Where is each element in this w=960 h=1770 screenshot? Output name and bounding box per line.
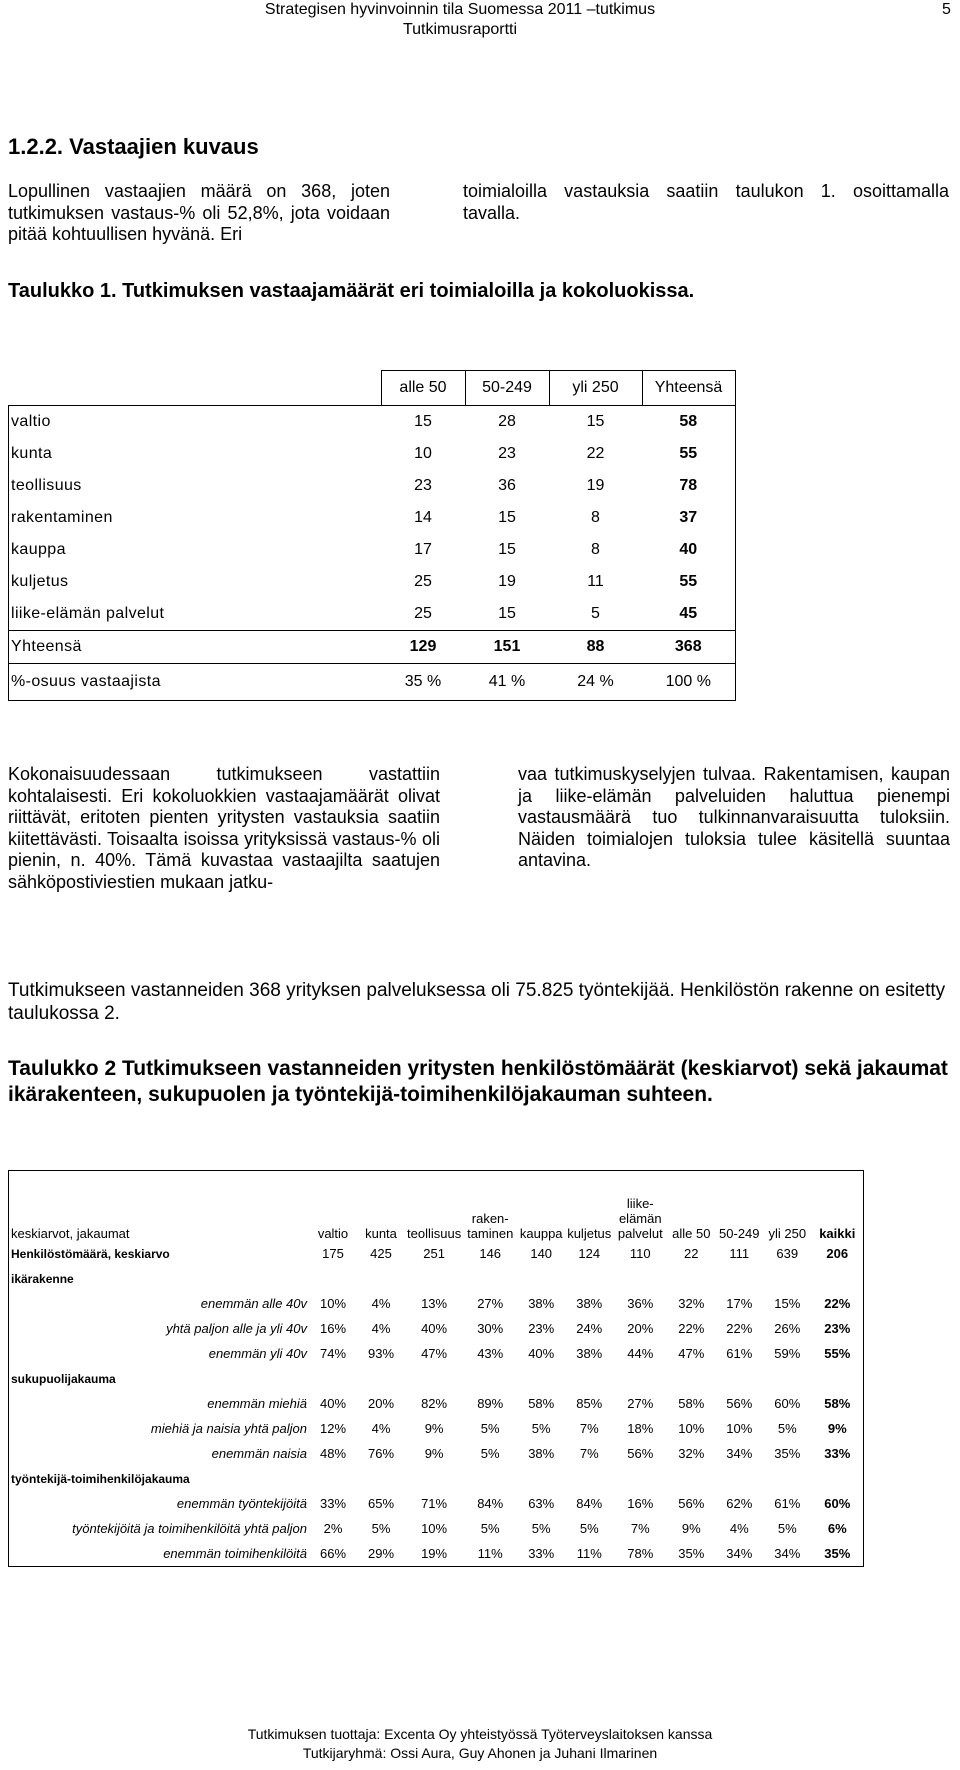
table-cell: 7% <box>579 1446 599 1461</box>
table-cell: 14 <box>414 509 432 526</box>
table1-header-cell: yli 250 <box>549 371 642 406</box>
section-title: 1.2.2. Vastaajien kuvaus <box>8 134 259 159</box>
table-cell: 60% <box>774 1396 801 1411</box>
table-cell: 89% <box>477 1396 504 1411</box>
table-cell: 5 <box>591 605 600 622</box>
empty-cell <box>715 1366 763 1391</box>
body-full-text: Tutkimukseen vastanneiden 368 yrityksen palveluksessa oli 75.825 työntekijää. Henkilöstön rakenne on esitetty taulukossa 2. <box>8 980 946 1024</box>
table-cell: 26% <box>774 1321 801 1336</box>
row-label: kuljetus <box>9 566 382 598</box>
table1-total-row <box>9 631 736 664</box>
table-cell: 10% <box>319 1296 347 1311</box>
table-cell: 33% <box>824 1446 851 1461</box>
row-label: Yhteensä <box>9 631 382 664</box>
empty-cell <box>811 1266 864 1291</box>
table-cell: 15 <box>549 406 642 439</box>
table-row <box>9 438 736 470</box>
table-cell: 7% <box>630 1521 650 1536</box>
section-header-row <box>9 1266 864 1291</box>
table-cell: 4% <box>371 1296 391 1311</box>
table-cell: 84% <box>477 1496 504 1511</box>
table-cell: 32% <box>678 1446 705 1461</box>
table-cell: 8 <box>591 541 600 558</box>
table-cell: 22% <box>678 1321 705 1336</box>
row-label: %-osuus vastaajista <box>9 664 382 701</box>
table-cell: 5% <box>480 1421 500 1436</box>
table-cell: 10% <box>678 1421 705 1436</box>
table-row <box>9 1241 864 1266</box>
intro-right-column <box>463 181 949 224</box>
empty-cell <box>357 1366 405 1391</box>
table-cell: 38% <box>528 1446 555 1461</box>
table-cell: 34% <box>726 1446 753 1461</box>
table-row <box>9 1341 864 1366</box>
table2-header-cell: kunta <box>365 1226 397 1241</box>
empty-cell <box>811 1366 864 1391</box>
table-cell: 10% <box>726 1421 753 1436</box>
table-cell: 35 % <box>381 664 465 701</box>
table-cell: 368 <box>642 631 735 664</box>
body-left-column <box>8 764 440 893</box>
table-cell: 9% <box>827 1421 847 1436</box>
empty-cell <box>357 1266 405 1291</box>
table2-header-cell: kaikki <box>819 1226 856 1241</box>
table-cell: 4% <box>371 1421 391 1436</box>
table-cell: 25 <box>414 573 432 590</box>
table-cell: 44% <box>627 1346 654 1361</box>
table1-header-cell: 50-249 <box>465 371 549 406</box>
table-cell: 22 <box>684 1246 699 1261</box>
table2-corner: keskiarvot, jakaumat <box>11 1226 130 1241</box>
section-title: ikärakenne <box>11 1271 74 1286</box>
table2-header-cell: kuljetus <box>567 1226 612 1241</box>
table-row <box>9 1316 864 1341</box>
table-cell: 425 <box>370 1246 392 1261</box>
body-left-text: Kokonaisuudessaan tutkimukseen vastattiin kohtalaisesti. Eri kokoluokkien vastaajamäärät olivat riittävät, eritoten pienten yritysten vastauksia saatiin kiitettävästi. Toisaalta isoissa yrityksissä vastaus-% oli pienin, n. 40%. Tämä kuvastaa vastaajilta saatujen sähköpostiviestien mukaan jatku- <box>8 764 440 892</box>
table1 <box>8 370 736 701</box>
empty-cell <box>405 1266 463 1291</box>
table-cell: 47% <box>678 1346 705 1361</box>
empty-cell <box>517 1466 565 1491</box>
table-cell: 35% <box>774 1446 801 1461</box>
empty-cell <box>763 1466 811 1491</box>
table-cell: 16% <box>627 1496 654 1511</box>
table-cell: 34% <box>726 1546 753 1561</box>
table-cell: 9% <box>424 1446 444 1461</box>
table-cell: 56% <box>678 1496 705 1511</box>
empty-cell <box>357 1466 405 1491</box>
table-cell: 129 <box>381 631 465 664</box>
table-cell: 41 % <box>465 664 549 701</box>
empty-cell <box>613 1366 667 1391</box>
table-cell: 19% <box>421 1546 448 1561</box>
table-cell: 8 <box>591 509 600 526</box>
table-cell: 111 <box>729 1246 750 1261</box>
table-cell: 18% <box>627 1421 654 1436</box>
row-label: enemmän alle 40v <box>200 1296 307 1311</box>
row-label: Henkilöstömäärä, keskiarvo <box>11 1246 170 1261</box>
table-row <box>9 406 736 439</box>
table-cell: 23 <box>414 477 432 494</box>
table-cell: 40 <box>642 534 735 566</box>
table2-header-cell: yli 250 <box>768 1226 807 1241</box>
empty-cell <box>667 1266 715 1291</box>
table-cell: 36 <box>498 477 516 494</box>
table-cell: 61% <box>774 1496 801 1511</box>
table-cell: 58% <box>678 1396 705 1411</box>
table-cell: 2% <box>323 1521 343 1536</box>
table-cell: 43% <box>477 1346 504 1361</box>
table-cell: 124 <box>578 1246 601 1261</box>
table-cell: 206 <box>826 1246 849 1261</box>
table-cell: 38% <box>576 1346 603 1361</box>
table-cell: 62% <box>726 1496 753 1511</box>
table2-header-cell: raken-taminen <box>467 1211 514 1241</box>
table-row <box>9 1516 864 1541</box>
table-cell: 12% <box>319 1421 347 1436</box>
table-cell: 10 <box>414 445 432 462</box>
table-cell: 76% <box>367 1446 395 1461</box>
empty-cell <box>565 1366 613 1391</box>
table-row <box>9 502 736 534</box>
empty-cell <box>667 1466 715 1491</box>
empty-cell <box>667 1366 715 1391</box>
table-cell: 38% <box>576 1296 603 1311</box>
table-row <box>9 1491 864 1516</box>
table2-caption: Taulukko 2 Tutkimukseen vastanneiden yritysten henkilöstömäärät (keskiarvot) sekä jakaumat ikärakenteen, sukupuolen ja työntekijä-toimihenkilöjakauman suhteen. <box>8 1057 948 1106</box>
empty-cell <box>309 1266 357 1291</box>
table-cell: 15% <box>774 1296 801 1311</box>
row-label: enemmän naisia <box>211 1446 307 1461</box>
empty-cell <box>309 1466 357 1491</box>
header-title: Strategisen hyvinvoinnin tila Suomessa 2011 –tutkimus <box>264 1 656 18</box>
row-label: enemmän työntekijöitä <box>176 1496 307 1511</box>
table-row <box>9 598 736 631</box>
table-cell: 40% <box>421 1321 448 1336</box>
empty-cell <box>517 1266 565 1291</box>
table-cell: 140 <box>530 1246 553 1261</box>
row-label: kauppa <box>9 534 382 566</box>
table-cell: 15 <box>498 605 516 622</box>
table-cell: 38% <box>528 1296 555 1311</box>
table-cell: 23% <box>528 1321 555 1336</box>
table2-header-cell: valtio <box>317 1226 349 1241</box>
footer-producer: Tutkimuksen tuottaja: Excenta Oy yhteistyössä Työterveyslaitoksen kanssa <box>247 1726 713 1742</box>
table-cell: 100 % <box>642 664 735 701</box>
table-cell: 151 <box>465 631 549 664</box>
page-number: 5 <box>942 1 951 18</box>
footer <box>200 1725 760 1763</box>
table-cell: 22% <box>824 1296 851 1311</box>
table-row <box>9 1541 864 1567</box>
table-cell: 40% <box>319 1396 347 1411</box>
table-cell: 33% <box>319 1496 347 1511</box>
table-cell: 15 <box>498 541 516 558</box>
table-cell: 34% <box>774 1546 801 1561</box>
table-row <box>9 470 736 502</box>
empty-cell <box>405 1366 463 1391</box>
row-label: enemmän yli 40v <box>208 1346 307 1361</box>
table2-header-cell: alle 50 <box>672 1226 711 1241</box>
table-cell: 36% <box>627 1296 654 1311</box>
table-cell: 639 <box>776 1246 799 1261</box>
intro-left-text: Lopullinen vastaajien määrä on 368, joten tutkimuksen vastaus-% oli 52,8%, jota voidaan pitää kohtuullisen hyvänä. Eri <box>8 181 390 244</box>
table-cell: 10% <box>421 1521 448 1536</box>
table-cell: 5% <box>777 1521 797 1536</box>
row-label: teollisuus <box>9 470 382 502</box>
table-cell: 58% <box>824 1396 851 1411</box>
table-row <box>9 1291 864 1316</box>
table-cell: 15 <box>498 509 516 526</box>
section-title: työntekijä-toimihenkilöjakauma <box>11 1471 190 1486</box>
table-cell: 5% <box>480 1446 500 1461</box>
table-cell: 9% <box>681 1521 701 1536</box>
table-cell: 65% <box>367 1496 395 1511</box>
table2-header-row <box>9 1171 864 1242</box>
table-cell: 78% <box>627 1546 654 1561</box>
empty-cell <box>763 1366 811 1391</box>
empty-cell <box>715 1266 763 1291</box>
table-cell: 56% <box>627 1446 654 1461</box>
table-cell: 59% <box>774 1346 801 1361</box>
table-cell: 22 <box>586 445 605 462</box>
row-label: enemmän miehiä <box>207 1396 307 1411</box>
table-cell: 35% <box>824 1546 851 1561</box>
row-label: työntekijöitä ja toimihenkilöitä yhtä paljon <box>72 1521 307 1536</box>
table-cell: 5% <box>531 1521 551 1536</box>
table-cell: 24 % <box>549 664 642 701</box>
empty-cell <box>565 1266 613 1291</box>
table-cell: 22% <box>726 1321 753 1336</box>
table-cell: 60% <box>824 1496 851 1511</box>
table-cell: 55% <box>824 1346 851 1361</box>
row-label: kunta <box>9 438 382 470</box>
empty-cell <box>613 1466 667 1491</box>
intro-left-column <box>8 181 390 246</box>
table-cell: 20% <box>367 1396 395 1411</box>
intro-right-text: toimialoilla vastauksia saatiin taulukon 1. osoittamalla tavalla. <box>463 181 949 223</box>
table-cell: 56% <box>726 1396 753 1411</box>
table2-header-cell: kauppa <box>519 1226 563 1241</box>
table-cell: 63% <box>528 1496 555 1511</box>
body-right-text: vaa tutkimuskyselyjen tulvaa. Rakentamisen, kaupan ja liike-elämän palveluiden haluttua pienempi vastausmäärä tuo tulkinnanvaraisuutta tuloksiin. Näiden toimialojen tuloksia tulee käsitellä suuntaa antavina. <box>518 764 950 870</box>
table-cell: 88 <box>549 631 642 664</box>
table-cell: 35% <box>678 1546 705 1561</box>
table-cell: 175 <box>322 1246 344 1261</box>
table-cell: 5% <box>371 1521 391 1536</box>
table-row <box>9 1416 864 1441</box>
table-cell: 29% <box>367 1546 395 1561</box>
table-cell: 30% <box>477 1321 504 1336</box>
table-cell: 17% <box>726 1296 753 1311</box>
table-cell: 24% <box>576 1321 603 1336</box>
table1-header-cell: alle 50 <box>381 371 465 406</box>
row-label: valtio <box>9 406 382 439</box>
empty-cell <box>763 1266 811 1291</box>
section-header-row <box>9 1466 864 1491</box>
table-cell: 11% <box>477 1546 503 1561</box>
row-label: miehiä ja naisia yhtä paljon <box>150 1421 307 1436</box>
table-cell: 13% <box>421 1296 448 1311</box>
table-cell: 7% <box>579 1421 599 1436</box>
table-cell: 15 <box>381 406 465 439</box>
empty-cell <box>715 1466 763 1491</box>
empty-cell <box>405 1466 463 1491</box>
header-subtitle: Tutkimusraportti <box>402 21 518 38</box>
row-label: enemmän toimihenkilöitä <box>163 1546 307 1561</box>
table-cell: 27% <box>477 1296 504 1311</box>
table-cell: 61% <box>726 1346 753 1361</box>
table-cell: 45 <box>642 598 735 631</box>
table-cell: 71% <box>421 1496 448 1511</box>
row-label: yhtä paljon alle ja yli 40v <box>166 1321 307 1336</box>
table-cell: 27% <box>627 1396 654 1411</box>
section-header-row <box>9 1366 864 1391</box>
table-cell: 20% <box>627 1321 654 1336</box>
table2-header-cell: teollisuus <box>407 1226 462 1241</box>
footer-team: Tutkijaryhmä: Ossi Aura, Guy Ahonen ja Juhani Ilmarinen <box>302 1745 658 1761</box>
table-cell: 110 <box>629 1246 651 1261</box>
row-label: liike-elämän palvelut <box>9 598 382 631</box>
table-cell: 16% <box>319 1321 347 1336</box>
row-label: rakentaminen <box>9 502 382 534</box>
table-cell: 11% <box>576 1546 602 1561</box>
table-row <box>9 534 736 566</box>
empty-cell <box>463 1466 517 1491</box>
table1-caption: Taulukko 1. Tutkimuksen vastaajamäärät eri toimialoilla ja kokoluokissa. <box>8 280 695 302</box>
empty-cell <box>565 1466 613 1491</box>
table-row <box>9 1441 864 1466</box>
table-cell: 23% <box>824 1321 851 1336</box>
table-cell: 5% <box>777 1421 797 1436</box>
table-cell: 47% <box>421 1346 448 1361</box>
table2-header-cell: liike-elämän palvelut <box>617 1196 663 1241</box>
table-cell: 19 <box>498 573 516 590</box>
empty-cell <box>517 1366 565 1391</box>
running-header <box>200 0 720 40</box>
table1-share-row <box>9 664 736 701</box>
table-cell: 93% <box>367 1346 395 1361</box>
table-cell: 17 <box>414 541 432 558</box>
table-cell: 5% <box>531 1421 551 1436</box>
empty-cell <box>463 1366 517 1391</box>
table-cell: 11 <box>587 573 604 590</box>
table-cell: 6% <box>827 1521 847 1536</box>
table-cell: 37 <box>642 502 735 534</box>
table-cell: 28 <box>465 406 549 439</box>
table-cell: 82% <box>421 1396 448 1411</box>
table1-header-row <box>9 371 736 406</box>
table-cell: 32% <box>678 1296 705 1311</box>
table2 <box>8 1170 864 1567</box>
table-cell: 40% <box>528 1346 555 1361</box>
table-cell: 5% <box>579 1521 599 1536</box>
table-cell: 4% <box>371 1321 391 1336</box>
empty-cell <box>613 1266 667 1291</box>
table-cell: 251 <box>423 1246 445 1261</box>
body-right-column <box>518 764 950 872</box>
empty-cell <box>463 1266 517 1291</box>
table-cell: 4% <box>729 1521 749 1536</box>
table-cell: 55 <box>642 566 735 598</box>
empty-cell <box>309 1366 357 1391</box>
table2-header-cell: 50-249 <box>719 1226 760 1241</box>
table-cell: 55 <box>642 438 735 470</box>
table-row <box>9 1391 864 1416</box>
table-cell: 23 <box>498 445 516 462</box>
table1-corner <box>9 371 382 406</box>
table-cell: 19 <box>586 477 605 494</box>
table-cell: 48% <box>319 1446 347 1461</box>
table-row <box>9 566 736 598</box>
empty-cell <box>811 1466 864 1491</box>
table-cell: 58% <box>528 1396 555 1411</box>
section-title: sukupuolijakauma <box>11 1371 116 1386</box>
table-cell: 146 <box>479 1246 502 1261</box>
table-cell: 9% <box>424 1421 444 1436</box>
table-cell: 58 <box>642 406 735 439</box>
table-cell: 74% <box>319 1346 347 1361</box>
table1-header-cell: Yhteensä <box>642 371 735 406</box>
table-cell: 84% <box>576 1496 603 1511</box>
table-cell: 33% <box>528 1546 555 1561</box>
table-cell: 5% <box>480 1521 500 1536</box>
table-cell: 85% <box>576 1396 603 1411</box>
table-cell: 25 <box>414 605 432 622</box>
table-cell: 66% <box>319 1546 347 1561</box>
table-cell: 78 <box>642 470 735 502</box>
